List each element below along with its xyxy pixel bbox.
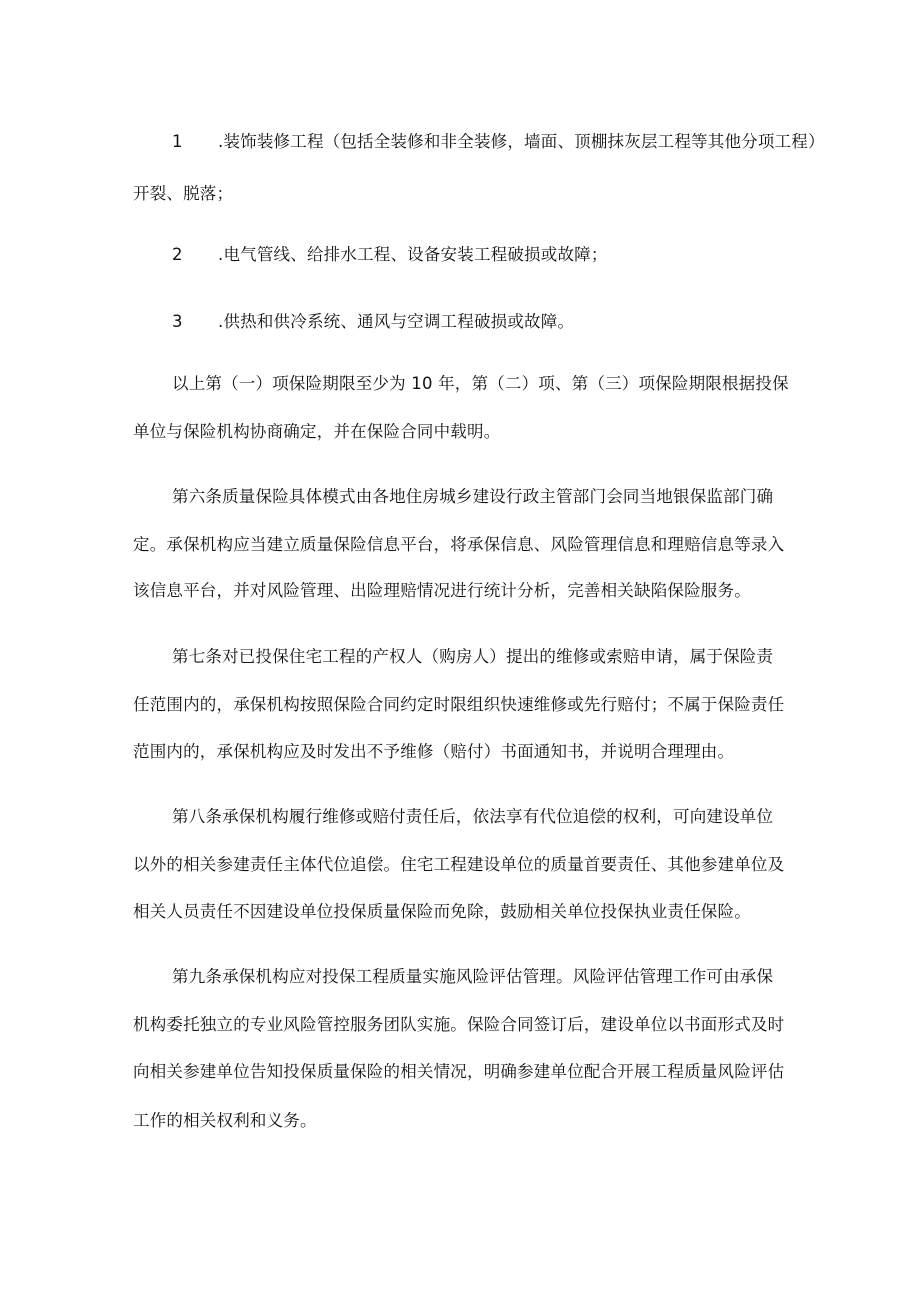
paragraph-4-line-3: 相关人员责任不因建设单位投保质量保险而免除，鼓励相关单位投保执业责任保险。 [133,902,751,921]
paragraph-4-line-2: 以外的相关参建责任主体代位追偿。住宅工程建设单位的质量首要责任、其他参建单位及 [133,855,785,874]
paragraph-1-line-1: 以上第（一）项保险期限至少为 10 年，第（二）项、第（三）项保险期限根据投保 [172,374,789,393]
paragraph-1-line-2: 单位与保险机构协商确定，并在保险合同中载明。 [133,422,501,441]
list-item-3 [172,311,574,333]
list-item-number: 1 [172,132,183,151]
list-item-1-continuation: 开裂、脱落； [133,184,234,203]
list-item-number: 3 [172,312,183,331]
list-item-2 [172,244,608,266]
list-item-number: 2 [172,245,183,264]
paragraph-5-line-2: 机构委托独立的专业风险管控服务团队实施。保险合同签订后，建设单位以书面形式及时 [133,1015,785,1034]
paragraph-3-line-3: 范围内的，承保机构应及时发出不予维修（赔付）书面通知书，并说明合理理由。 [133,742,735,761]
paragraph-5-line-4: 工作的相关权利和义务。 [133,1111,317,1130]
list-item-1 [172,131,825,153]
list-item-text: .装饰装修工程（包括全装修和非全装修，墙面、顶棚抹灰层工程等其他分项工程） [218,132,825,151]
paragraph-2-line-3: 该信息平台，并对风险管理、出险理赔情况进行统计分析，完善相关缺陷保险服务。 [133,581,751,600]
paragraph-2-line-2: 定。承保机构应当建立质量保险信息平台，将承保信息、风险管理信息和理赔信息等录入 [133,535,785,554]
paragraph-2-line-1: 第六条质量保险具体模式由各地住房城乡建设行政主管部门会同当地银保监部门确 [172,487,774,506]
list-item-text: .供热和供冷系统、通风与空调工程破损或故障。 [218,312,575,331]
paragraph-5-line-3: 向相关参建单位告知投保质量保险的相关情况，明确参建单位配合开展工程质量风险评估 [133,1062,785,1081]
paragraph-4-line-1: 第八条承保机构履行维修或赔付责任后，依法享有代位追偿的权利，可向建设单位 [172,807,774,826]
paragraph-3-line-2: 任范围内的，承保机构按照保险合同约定时限组织快速维修或先行赔付；不属于保险责任 [133,695,785,714]
list-item-text: .电气管线、给排水工程、设备安装工程破损或故障； [218,245,608,264]
paragraph-3-line-1: 第七条对已投保住宅工程的产权人（购房人）提出的维修或索赔申请，属于保险责 [172,647,774,666]
paragraph-5-line-1: 第九条承保机构应对投保工程质量实施风险评估管理。风险评估管理工作可由承保 [172,967,774,986]
